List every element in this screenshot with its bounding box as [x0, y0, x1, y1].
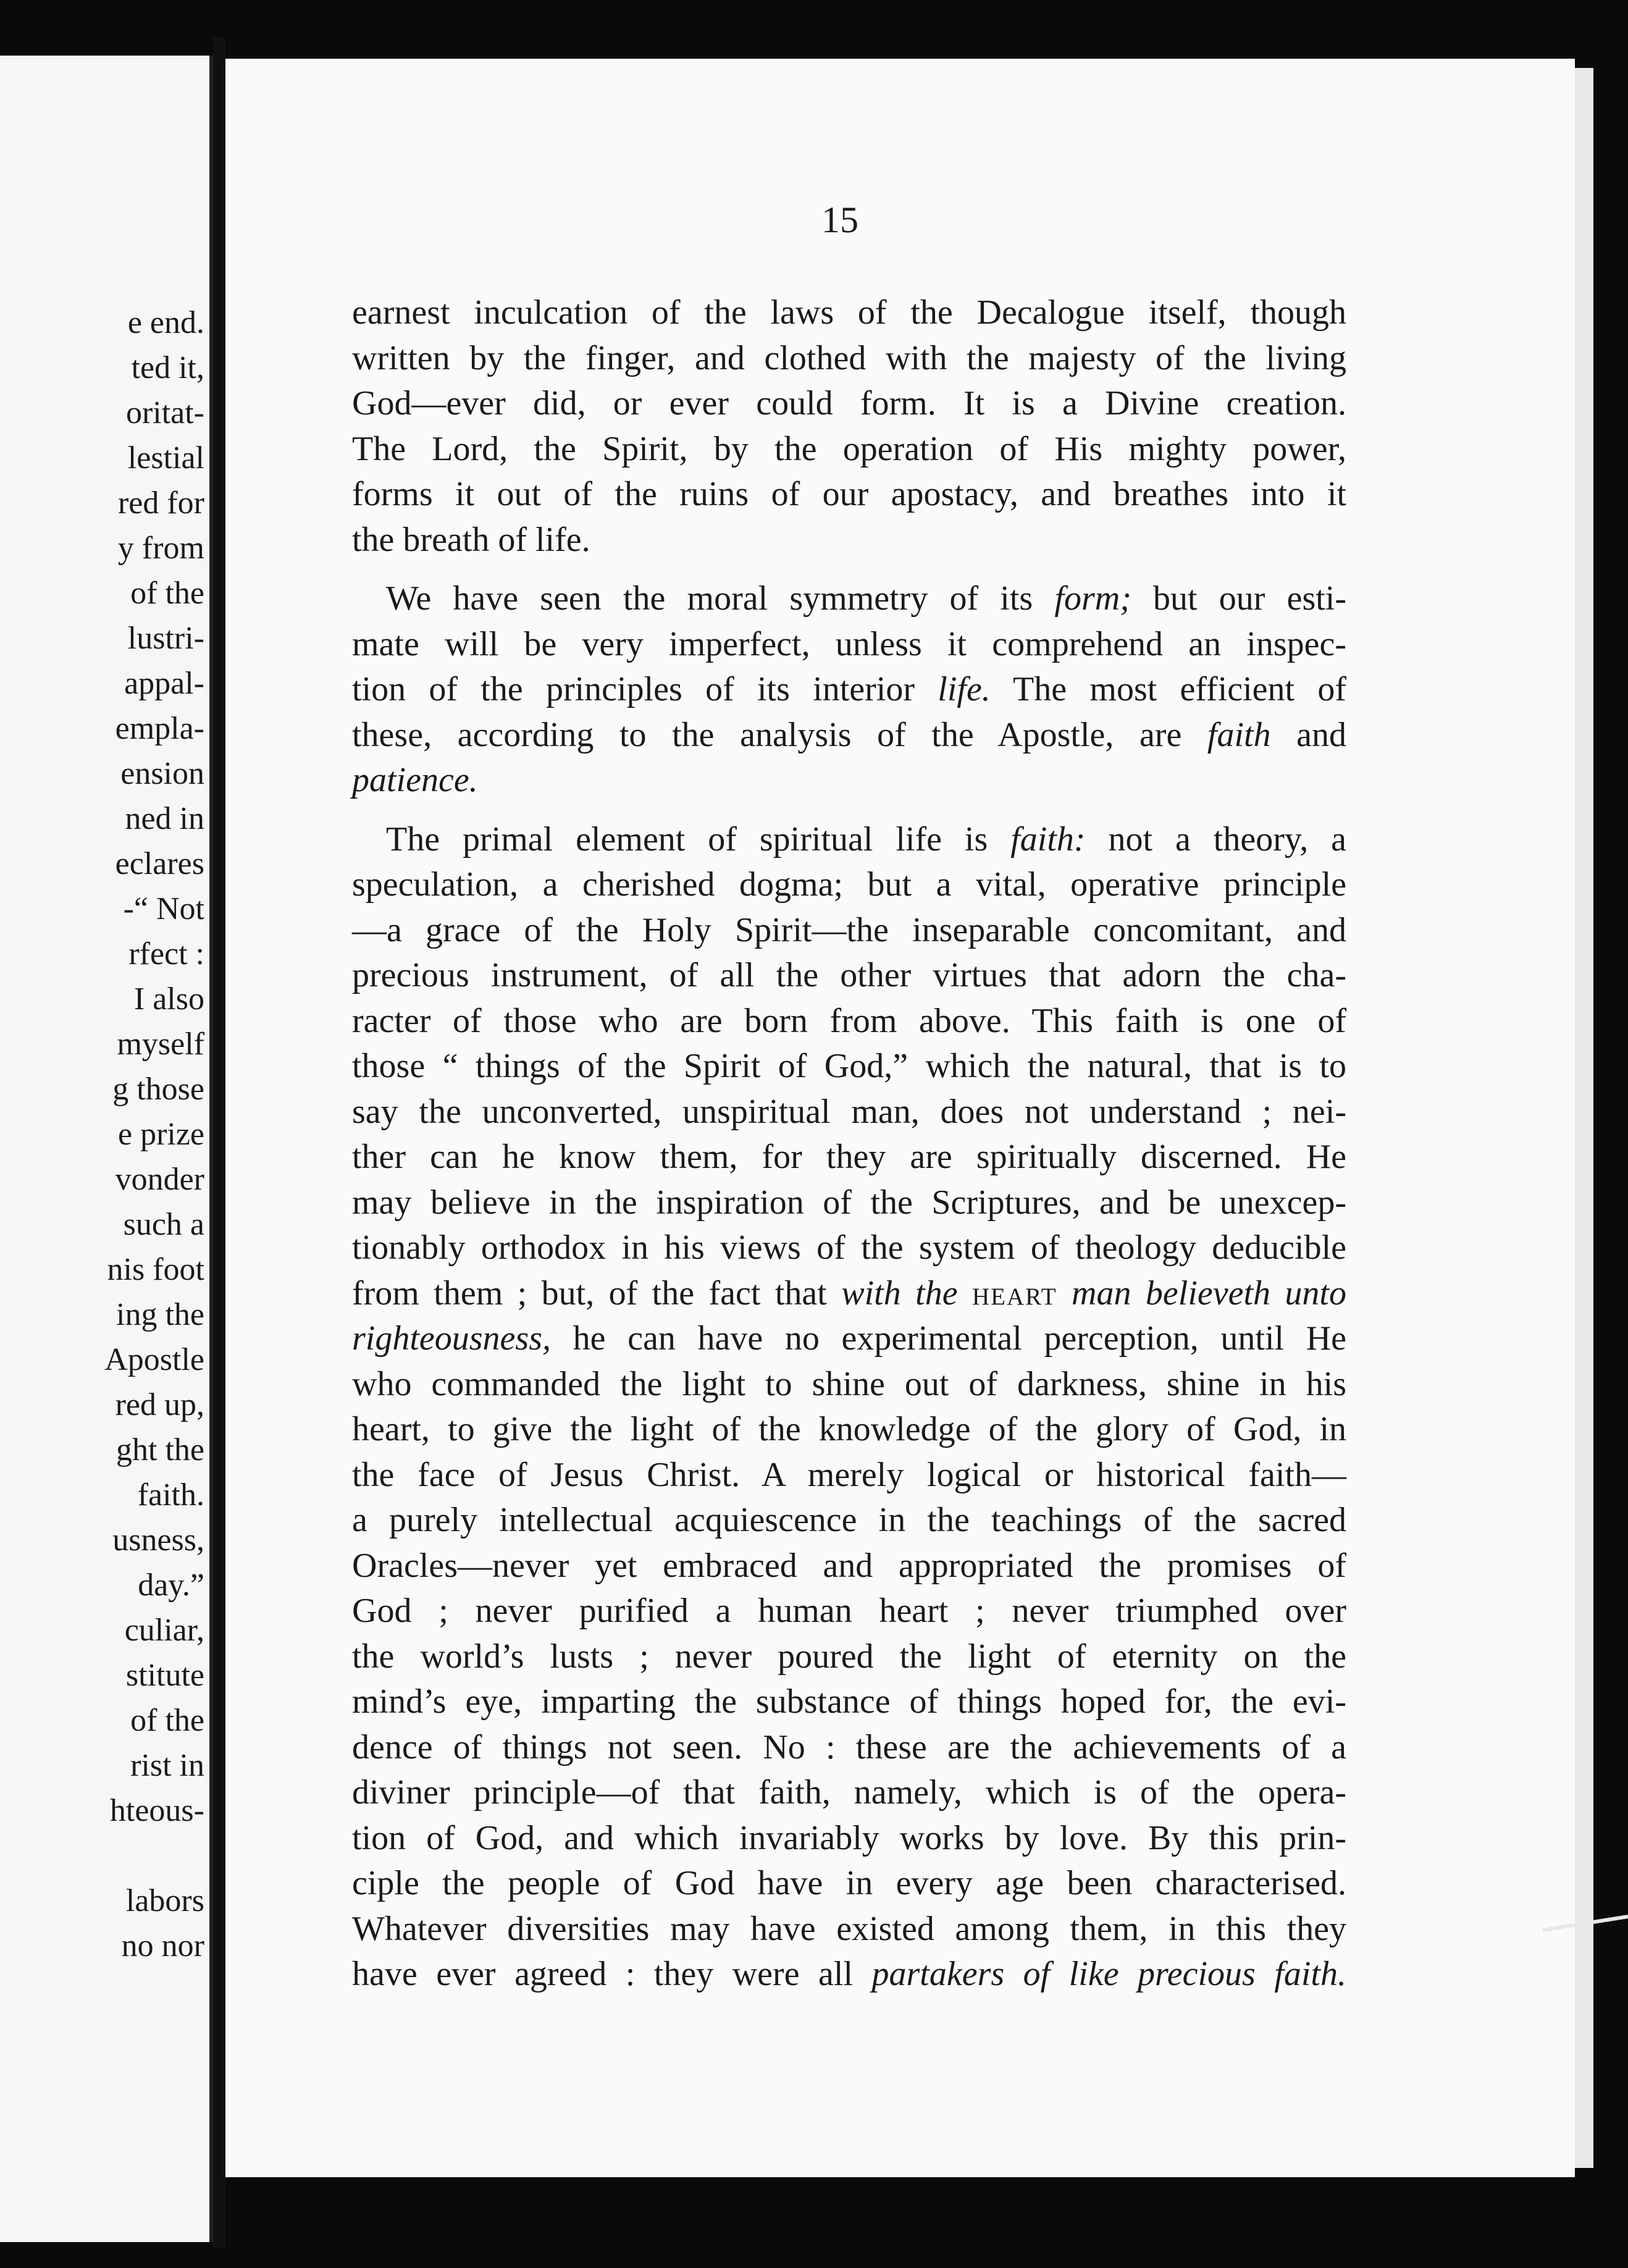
text-line: earnest inculcation of the laws of the Decalogue itself, though: [352, 293, 1346, 332]
text-line: tion of God, and which invariably works by love. By this prin-: [352, 1818, 1346, 1857]
text-line: ther can he know them, for they are spiritually discerned. He: [352, 1138, 1346, 1176]
text-line: the face of Jesus Christ. A merely logical or historical faith—: [352, 1455, 1346, 1494]
text-line: precious instrument, of all the other virtues that adorn the cha-: [352, 956, 1346, 994]
left-page-line: of the: [130, 576, 204, 611]
left-page-line: vonder: [115, 1162, 204, 1197]
left-page-line: such a: [123, 1207, 204, 1242]
text-line: written by the finger, and clothed with the majesty of the living: [352, 338, 1346, 377]
text-line: mate will be very imperfect, unless it comprehend an inspec-: [352, 624, 1346, 663]
text-line: a purely intellectual acquiescence in the teachings of the sacred: [352, 1501, 1346, 1539]
left-page-line: day.”: [138, 1568, 204, 1603]
text-line: —a grace of the Holy Spirit—the inseparable concomitant, and: [352, 910, 1346, 949]
text-line: Oracles—never yet embraced and appropriated the promises of: [352, 1546, 1346, 1585]
left-page-line: ing the: [116, 1297, 204, 1332]
text-line: the world’s lusts ; never poured the light of eternity on the: [352, 1637, 1346, 1676]
left-page-line: eclares: [115, 846, 204, 881]
left-page-line: ght the: [116, 1432, 204, 1468]
left-page-line: red for: [117, 485, 204, 521]
text-line: tion of the principles of its interior life. The most efficient of: [352, 670, 1346, 708]
left-page-line: Apostle: [104, 1342, 204, 1377]
left-page-line: ension: [120, 756, 204, 791]
text-line: God—ever did, or ever could form. It is a Divine creation.: [352, 384, 1346, 422]
text-line: have ever agreed : they were all partakers of like precious faith.: [352, 1955, 1346, 1993]
left-page-line: culiar,: [124, 1613, 204, 1648]
text-line: ciple the people of God have in every age been characterised.: [352, 1864, 1346, 1902]
left-page-line: ted it,: [131, 350, 204, 385]
left-page-line: empla-: [115, 711, 204, 746]
left-page-line: rist in: [130, 1748, 204, 1783]
text-line: We have seen the moral symmetry of its form; but our esti-: [386, 579, 1347, 618]
left-page: [0, 56, 213, 2242]
left-page-line: ned in: [125, 801, 204, 836]
left-page-line: labors: [125, 1883, 204, 1918]
text-line: righteousness, he can have no experimental perception, until He: [352, 1319, 1346, 1358]
page-number: 15: [821, 200, 858, 240]
left-page-line: I also: [133, 981, 204, 1017]
left-page-line: nis foot: [107, 1252, 204, 1287]
left-page-line: red up,: [115, 1387, 204, 1422]
text-line: the breath of life.: [352, 520, 590, 559]
text-line: racter of those who are born from above. This faith is one of: [352, 1001, 1346, 1040]
text-line: tionably orthodox in his views of the system of theology deducible: [352, 1228, 1346, 1267]
left-page-line: lustri-: [127, 621, 204, 656]
text-line: those “ things of the Spirit of God,” which the natural, that is to: [352, 1047, 1346, 1085]
text-line: heart, to give the light of the knowledge of the glory of God, in: [352, 1410, 1346, 1448]
text-line: The Lord, the Spirit, by the operation of His mighty power,: [352, 429, 1346, 468]
left-page-line: hteous-: [109, 1793, 204, 1828]
left-page-line: appal-: [124, 666, 204, 701]
left-page-line: y from: [117, 531, 204, 566]
text-line: dence of things not seen. No : these are the achievements of a: [352, 1728, 1346, 1766]
text-line: who commanded the light to shine out of darkness, shine in his: [352, 1364, 1346, 1403]
left-page-line: usness,: [112, 1522, 204, 1558]
text-line: may believe in the inspiration of the Scriptures, and be unexcep-: [352, 1183, 1346, 1222]
text-line: mind’s eye, imparting the substance of things hoped for, the evi-: [352, 1682, 1346, 1721]
book-gutter: [213, 37, 225, 2248]
text-line: Whatever diversities may have existed among them, in this they: [352, 1909, 1346, 1948]
left-page-line: rfect :: [128, 936, 204, 972]
text-line: speculation, a cherished dogma; but a vital, operative principle: [352, 865, 1346, 904]
text-line: forms it out of the ruins of our apostacy, and breathes into it: [352, 475, 1346, 513]
text-line: these, according to the analysis of the Apostle, are faith and: [352, 715, 1347, 754]
left-page-line: stitute: [125, 1658, 204, 1693]
left-page-line: of the: [130, 1703, 204, 1738]
left-page-line: lestial: [127, 440, 204, 476]
left-page-line: -“ Not: [123, 891, 204, 926]
text-line: say the unconverted, unspiritual man, does not understand ; nei-: [352, 1092, 1346, 1131]
left-page-line: faith.: [137, 1477, 204, 1513]
left-page-line: e prize: [117, 1117, 204, 1152]
left-page-line: myself: [117, 1027, 204, 1062]
page-edge: [1575, 68, 1593, 2168]
text-line: patience.: [352, 761, 478, 799]
left-page-line: oritat-: [125, 395, 204, 430]
text-line: The primal element of spiritual life is faith: not a theory, a: [386, 820, 1346, 859]
left-page-line: g those: [112, 1072, 204, 1107]
left-page-line: e end.: [127, 305, 204, 340]
text-line: God ; never purified a human heart ; never triumphed over: [352, 1592, 1346, 1630]
body-text: [352, 290, 1346, 1997]
text-line: diviner principle—of that faith, namely, which is of the opera-: [352, 1773, 1346, 1812]
text-line: from them ; but, of the fact that with the heart man believeth unto: [352, 1274, 1346, 1312]
left-page-line: no nor: [121, 1928, 204, 1964]
